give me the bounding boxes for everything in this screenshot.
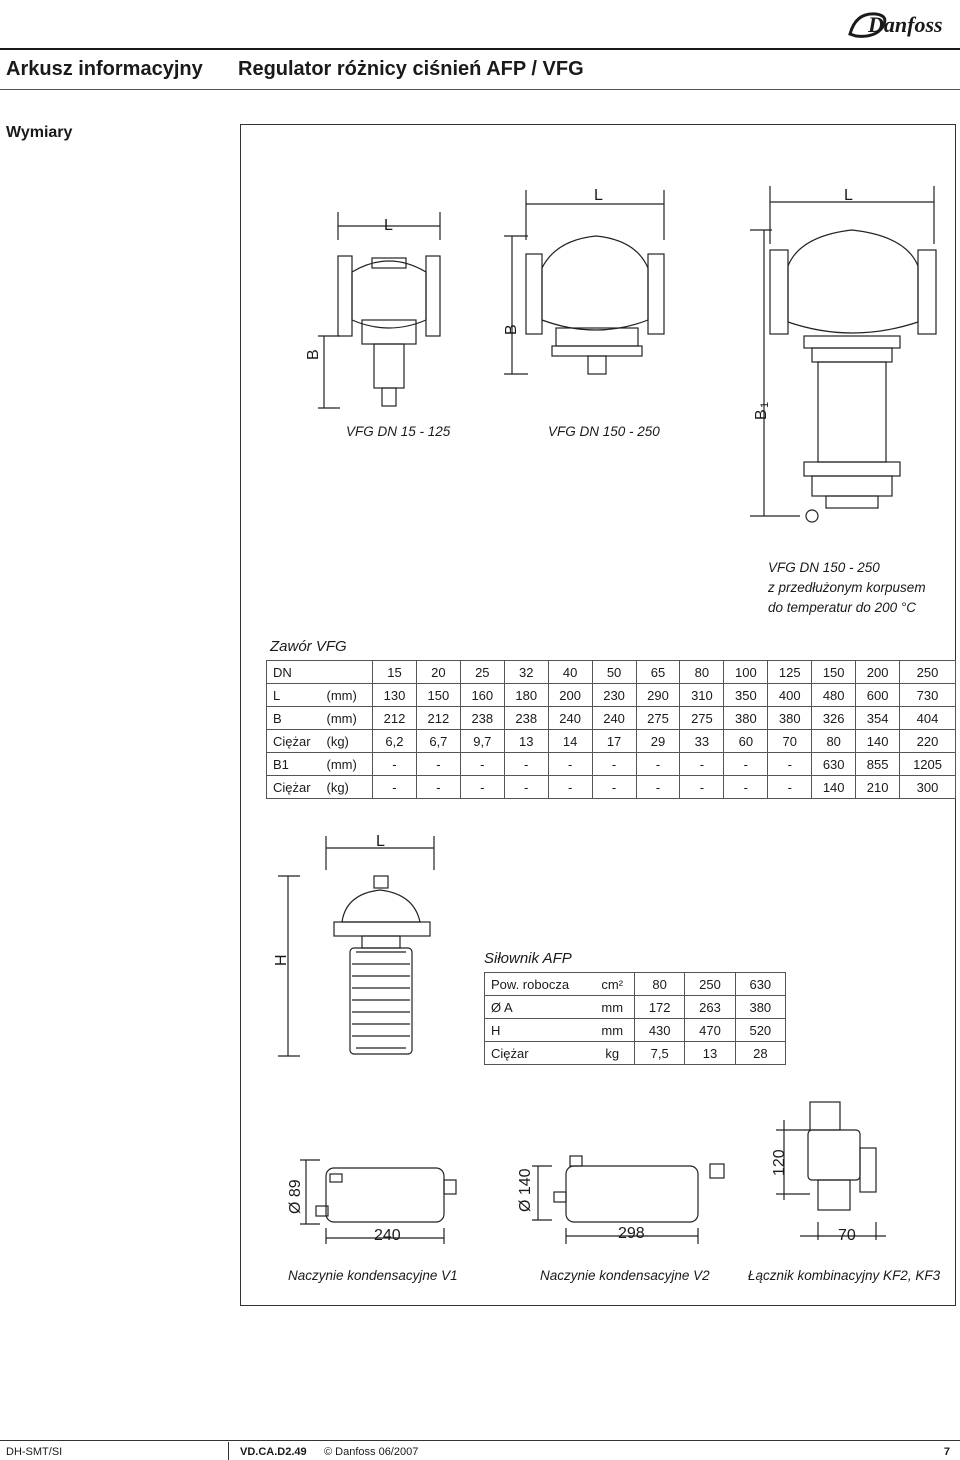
afp-table-row xyxy=(485,1042,786,1065)
vfg-table-cell: 17 xyxy=(592,730,636,753)
logo-text: Danfoss xyxy=(868,12,943,37)
dim-b-large: B xyxy=(503,324,520,335)
kf-connector-drawing xyxy=(776,1102,886,1240)
dim-b-small: B xyxy=(305,349,322,360)
caption-extended-line1: VFG DN 150 - 250 xyxy=(768,560,880,575)
afp-table-cell: 520 xyxy=(735,1019,785,1042)
caption-extended-line2: z przedłużonym korpusem xyxy=(768,580,926,595)
vfg-table-cell: - xyxy=(373,776,417,799)
vfg-table-row-label: B1 xyxy=(267,753,325,776)
vfg-table-cell: - xyxy=(504,753,548,776)
vfg-table-cell: 125 xyxy=(768,661,812,684)
afp-table-cell: 13 xyxy=(685,1042,735,1065)
vfg-extended-valve-drawing xyxy=(750,186,936,522)
vfg-small-valve-drawing xyxy=(318,212,440,408)
caption-extended-line3: do temperatur do 200 °C xyxy=(768,600,916,615)
afp-table-row-label: Ciężar xyxy=(485,1042,591,1065)
dim-v2-diameter: Ø 140 xyxy=(517,1168,534,1212)
afp-table-row-label: Ø A xyxy=(485,996,591,1019)
vfg-table-cell: 220 xyxy=(900,730,956,753)
vfg-table-cell: 1205 xyxy=(900,753,956,776)
vfg-table-cell: - xyxy=(724,753,768,776)
footer-code: DH-SMT/SI xyxy=(6,1446,63,1458)
vfg-table-cell: 380 xyxy=(768,707,812,730)
afp-table-row-label: H xyxy=(485,1019,591,1042)
vfg-table-cell: 630 xyxy=(812,753,856,776)
afp-table-cell: 80 xyxy=(635,973,685,996)
vfg-table-cell: 200 xyxy=(856,661,900,684)
vfg-table-cell: 29 xyxy=(636,730,680,753)
vfg-table-row-unit xyxy=(325,661,373,684)
vfg-table-row-unit: (mm) xyxy=(325,753,373,776)
vfg-table-cell: - xyxy=(724,776,768,799)
afp-table-cell: 263 xyxy=(685,996,735,1019)
vfg-table-row-label: B xyxy=(267,707,325,730)
vfg-table-row xyxy=(267,707,956,730)
vfg-table-row xyxy=(267,684,956,707)
dim-b1-subscript: 1 xyxy=(759,401,771,408)
vfg-table-cell: 140 xyxy=(856,730,900,753)
dim-l-small: L xyxy=(384,217,393,234)
vfg-table-cell: 150 xyxy=(812,661,856,684)
section-title: Wymiary xyxy=(6,124,73,141)
afp-table-row-unit: mm xyxy=(591,996,635,1019)
vfg-table-cell: 150 xyxy=(416,684,460,707)
vfg-table-cell: 400 xyxy=(768,684,812,707)
footer-separator xyxy=(228,1442,229,1460)
caption-v2: Naczynie kondensacyjne V2 xyxy=(540,1268,710,1283)
vfg-table-cell: 275 xyxy=(636,707,680,730)
vfg-table-cell: 160 xyxy=(460,684,504,707)
vfg-table-cell: 80 xyxy=(680,661,724,684)
vfg-table-row-label: L xyxy=(267,684,325,707)
vfg-table-cell: 212 xyxy=(416,707,460,730)
vfg-table-cell: 240 xyxy=(592,707,636,730)
vfg-table-title: Zawór VFG xyxy=(270,638,347,655)
afp-table-row-label: Pow. robocza xyxy=(485,973,591,996)
vfg-large-valve-drawing xyxy=(504,190,664,374)
afp-table-row xyxy=(485,1019,786,1042)
vfg-table-cell: - xyxy=(548,776,592,799)
vfg-table-cell: - xyxy=(680,753,724,776)
dim-kf-height: 120 xyxy=(771,1149,788,1176)
afp-table-row xyxy=(485,996,786,1019)
vfg-table-cell: 70 xyxy=(768,730,812,753)
vfg-table-row xyxy=(267,776,956,799)
caption-v1: Naczynie kondensacyjne V1 xyxy=(288,1268,458,1283)
vfg-table-row xyxy=(267,730,956,753)
vfg-table-row-unit: (kg) xyxy=(325,776,373,799)
afp-table-cell: 630 xyxy=(735,973,785,996)
vfg-table-cell: 14 xyxy=(548,730,592,753)
vfg-table-cell: 130 xyxy=(373,684,417,707)
afp-table-title: Siłownik AFP xyxy=(484,950,572,967)
vfg-table-row-unit: (mm) xyxy=(325,707,373,730)
vfg-table-cell: - xyxy=(592,753,636,776)
vfg-table-cell: 310 xyxy=(680,684,724,707)
vfg-table-cell: 80 xyxy=(812,730,856,753)
vfg-table-cell: 730 xyxy=(900,684,956,707)
vfg-table-cell: 230 xyxy=(592,684,636,707)
dim-b1-extended: B xyxy=(753,409,770,420)
vfg-table-row-label: DN xyxy=(267,661,325,684)
vfg-table-cell: 25 xyxy=(460,661,504,684)
dim-l-large: L xyxy=(594,187,603,204)
vfg-table-cell: 140 xyxy=(812,776,856,799)
vfg-table-cell: 100 xyxy=(724,661,768,684)
vfg-table-cell: 32 xyxy=(504,661,548,684)
caption-vfg-small: VFG DN 15 - 125 xyxy=(346,424,451,439)
vfg-table-cell: 9,7 xyxy=(460,730,504,753)
vfg-table-cell: 6,7 xyxy=(416,730,460,753)
afp-table-cell: 172 xyxy=(635,996,685,1019)
footer-doc-no: VD.CA.D2.49 xyxy=(240,1446,307,1458)
vfg-table-cell: - xyxy=(548,753,592,776)
afp-table-cell: 28 xyxy=(735,1042,785,1065)
vfg-table-cell: - xyxy=(460,753,504,776)
vfg-table-cell: 33 xyxy=(680,730,724,753)
afp-table-cell: 380 xyxy=(735,996,785,1019)
afp-table-row-unit: mm xyxy=(591,1019,635,1042)
vfg-table-cell: - xyxy=(768,753,812,776)
dim-v1-diameter: Ø 89 xyxy=(287,1179,304,1214)
vfg-table-cell: 212 xyxy=(373,707,417,730)
caption-kf: Łącznik kombinacyjny KF2, KF3 xyxy=(748,1268,941,1283)
page-title: Regulator różnicy ciśnień AFP / VFG xyxy=(238,58,584,80)
vfg-table-cell: 290 xyxy=(636,684,680,707)
afp-table-cell: 250 xyxy=(685,973,735,996)
vfg-table-cell: 13 xyxy=(504,730,548,753)
vfg-table-cell: 50 xyxy=(592,661,636,684)
vfg-table-cell: 40 xyxy=(548,661,592,684)
vfg-table-cell: 238 xyxy=(504,707,548,730)
vfg-table-cell: - xyxy=(460,776,504,799)
dim-kf-width: 70 xyxy=(838,1227,856,1244)
vfg-table-cell: 20 xyxy=(416,661,460,684)
vfg-table-cell: 65 xyxy=(636,661,680,684)
vfg-table-row xyxy=(267,661,956,684)
afp-table-row-unit: kg xyxy=(591,1042,635,1065)
vfg-table-cell: 200 xyxy=(548,684,592,707)
vfg-table-cell: - xyxy=(416,753,460,776)
vfg-table-cell: - xyxy=(680,776,724,799)
vfg-table-cell: - xyxy=(373,753,417,776)
vfg-table-row-label: Ciężar xyxy=(267,776,325,799)
vfg-table-cell: 380 xyxy=(724,707,768,730)
vfg-table-row-label: Ciężar xyxy=(267,730,325,753)
dim-l-extended: L xyxy=(844,187,853,204)
vfg-table-cell: - xyxy=(636,776,680,799)
vfg-table-cell: 350 xyxy=(724,684,768,707)
vfg-table-cell: - xyxy=(416,776,460,799)
afp-dimensions-table xyxy=(484,972,786,1065)
afp-table-row-unit: cm² xyxy=(591,973,635,996)
vfg-table-cell: 180 xyxy=(504,684,548,707)
vfg-table-cell: 210 xyxy=(856,776,900,799)
vfg-table-cell: 6,2 xyxy=(373,730,417,753)
vfg-table-cell: 250 xyxy=(900,661,956,684)
afp-table-cell: 470 xyxy=(685,1019,735,1042)
vfg-table-cell: - xyxy=(636,753,680,776)
vfg-table-cell: 60 xyxy=(724,730,768,753)
doc-type: Arkusz informacyjny xyxy=(6,58,203,80)
vfg-table-cell: 15 xyxy=(373,661,417,684)
vfg-table-cell: 404 xyxy=(900,707,956,730)
caption-vfg-large: VFG DN 150 - 250 xyxy=(548,424,660,439)
afp-table-cell: 430 xyxy=(635,1019,685,1042)
vfg-table-cell: 300 xyxy=(900,776,956,799)
vfg-table-cell: - xyxy=(504,776,548,799)
vfg-table-cell: 275 xyxy=(680,707,724,730)
vfg-table-cell: 855 xyxy=(856,753,900,776)
vfg-table-row xyxy=(267,753,956,776)
vfg-table-cell: 240 xyxy=(548,707,592,730)
vfg-table-cell: 326 xyxy=(812,707,856,730)
vfg-table-cell: - xyxy=(592,776,636,799)
afp-table-cell: 7,5 xyxy=(635,1042,685,1065)
vfg-table-cell: 480 xyxy=(812,684,856,707)
vfg-table-cell: 238 xyxy=(460,707,504,730)
vfg-table-row-unit: (mm) xyxy=(325,684,373,707)
footer-rule xyxy=(0,1440,960,1441)
dim-h-actuator: H xyxy=(273,954,290,966)
afp-table-row xyxy=(485,973,786,996)
vfg-table-cell: - xyxy=(768,776,812,799)
afp-actuator-drawing xyxy=(278,836,434,1056)
dim-v1-length: 240 xyxy=(374,1227,401,1244)
dim-v2-length: 298 xyxy=(618,1225,645,1242)
footer-copyright: © Danfoss 06/2007 xyxy=(324,1446,419,1458)
vfg-table-cell: 354 xyxy=(856,707,900,730)
vfg-table-cell: 600 xyxy=(856,684,900,707)
vfg-dimensions-table xyxy=(266,660,956,799)
dim-l-actuator: L xyxy=(376,833,385,850)
footer-page-number: 7 xyxy=(943,1446,950,1458)
vfg-table-row-unit: (kg) xyxy=(325,730,373,753)
